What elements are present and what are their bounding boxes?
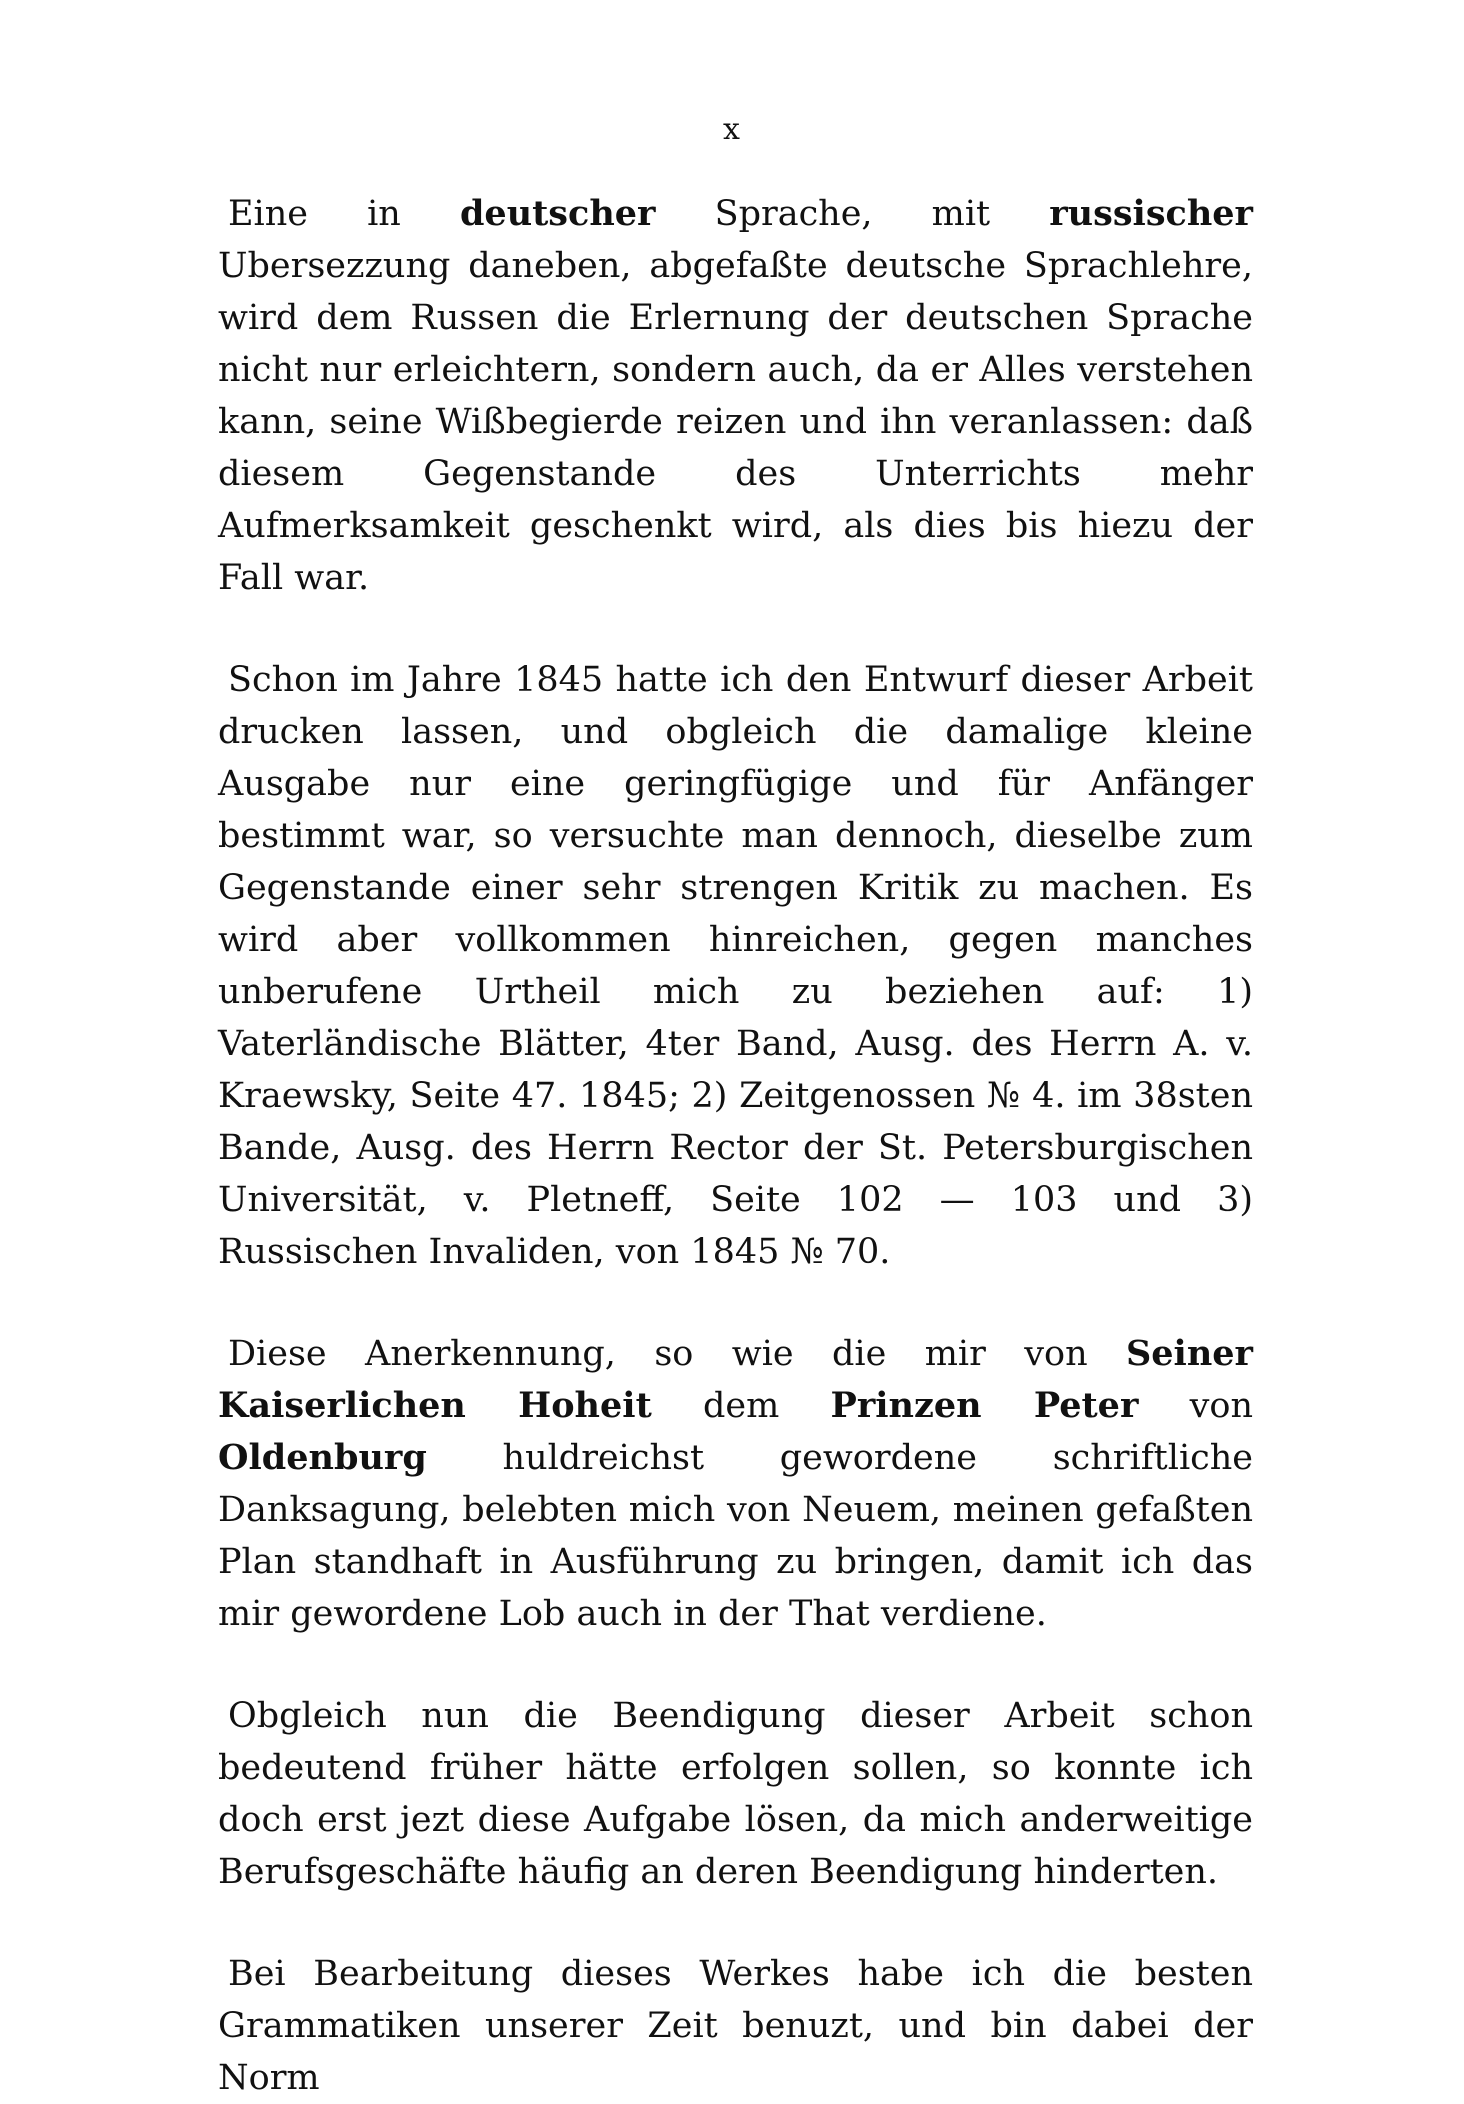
paragraph-text: Schon im Jahre 1845 hatte ich den Entwurf dieser Arbeit drucken lassen, und obgleich die damalige kleine Ausgabe nur eine geringfügige und für Anfänger bestimmt war, so versuchte man dennoch, dieselbe zum Gegenstande einer sehr strengen Kritik zu machen. Es wird aber vollkommen hinreichen, gegen manches unberufene Urtheil mich zu beziehen auf: 1) Vaterländische Blätter, 4ter Band, Ausg. des Herrn A. v. Kraewsky, Seite 47. 1845; 2) Zeitgenossen № 4. im 38sten Bande, Ausg. des Herrn Rector der St. Petersburgischen Universität, v. Pletneff, Seite 102 — 103 und 3) Russischen Invaliden, von 1845 № 70. — [218, 660, 1253, 1272]
paragraph-sources — [218, 1948, 1253, 2104]
paragraph-text: Diese Anerkennung, so wie die mir von — [228, 1334, 1126, 1374]
paragraph-text: Bei Bearbeitung dieses Werkes habe ich die besten Grammatiken unserer Zeit benuzt, und bin dabei der Norm — [218, 1954, 1253, 2098]
emphasis-deutscher: deutscher — [459, 193, 656, 234]
emphasis-oldenburg: Oldenburg — [218, 1437, 427, 1478]
paragraph-history — [218, 654, 1253, 1278]
emphasis-title: Seiner Kaiserlichen Hoheit — [218, 1333, 1253, 1426]
paragraph-text: huldreichst gewordene schriftliche Danksagung, belebten mich von Neuem, meinen gefaßten Plan standhaft in Ausführung zu bringen, damit ich das mir gewordene Lob auch in der That verdiene. — [218, 1438, 1253, 1634]
paragraph-recognition — [218, 1328, 1253, 1640]
page-number: x — [723, 112, 741, 147]
paragraph-text: Sprache, mit — [655, 194, 1050, 234]
paragraph-intro — [218, 188, 1253, 604]
paragraph-text: dem — [651, 1386, 831, 1426]
paragraph-text: Ubersezzung daneben, abgefaßte deutsche Sprachlehre, wird dem Russen die Erlernung der deutschen Sprache nicht nur erleichtern, sondern auch, da er Alles verstehen kann, seine Wißbegierde reizen und ihn veranlassen: daß diesem Gegenstande des Unterrichts mehr Aufmerksamkeit geschenkt wird, als dies bis hiezu der Fall war. — [218, 246, 1253, 598]
paragraph-text: Obgleich nun die Beendigung dieser Arbeit schon bedeutend früher hätte erfolgen sollen, so konnte ich doch erst jezt diese Aufgabe lösen, da mich anderweitige Berufsgeschäfte häufig an deren Beendigung hinderten. — [218, 1696, 1253, 1892]
paragraph-text: von — [1138, 1386, 1253, 1426]
emphasis-russischer: russischer — [1049, 193, 1253, 234]
page-body — [218, 188, 1253, 2104]
paragraph-completion — [218, 1690, 1253, 1898]
paragraph-text: Eine in — [228, 194, 460, 234]
emphasis-prince: Prinzen Peter — [830, 1385, 1139, 1426]
